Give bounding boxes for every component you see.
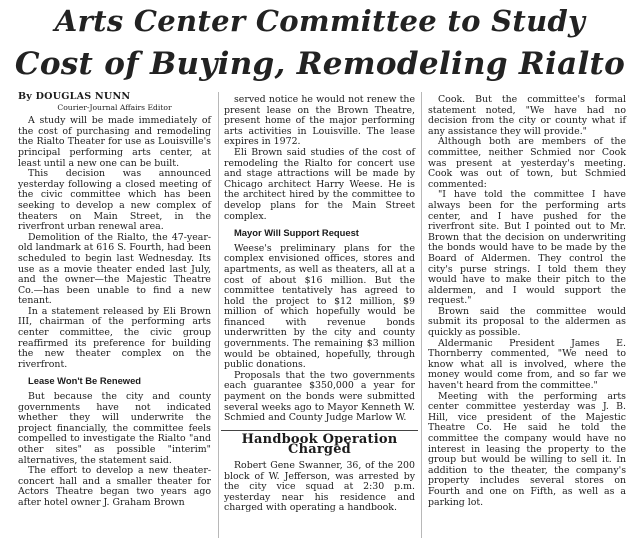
article-column-1 bbox=[18, 92, 211, 509]
paragraph: Eli Brown said studies of the cost of remodeling the Rialto for concert use and stage attractions will be made by Chicago architect Harry Weese. He is the architect hired by the committee to develop plans for the Main Street complex. bbox=[224, 146, 415, 222]
paragraph: "I have told the committee I have always been for the performing arts center, and I have pushed for the riverfront site. But I pointed out to Mr. Brown that the decision on underwriting the bonds would have to be made by the Board of Aldermen. They control the city's purse strings. I told them they would have to make their pitch to the aldermen, and I would support the request." bbox=[428, 189, 626, 307]
brief-text: Robert Gene Swanner, 36, of the 200 block of W. Jefferson, was arrested by the city vice squad at 2:30 p.m. yesterday near his residence and charged with operating a handbook. bbox=[224, 460, 415, 514]
paragraph: served notice he would not renew the present lease on the Brown Theatre, present home of the major performing arts activities in Louisville. The lease expires in 1972. bbox=[224, 94, 415, 148]
byline-name: By DOUGLAS NUNN bbox=[18, 91, 131, 102]
article-column-3 bbox=[428, 95, 626, 508]
paragraph: Meeting with the performing arts center committee yesterday was J. B. Hill, vice president of the Majestic Theatre Co. He said he told the committee the company would have no interest in leasing the property to the group but would be willing to sell it. In addition to the theater, the company's property includes several stores on Fourth and one on Fifth, as well as a parking lot. bbox=[428, 390, 626, 508]
paragraph: Aldermanic President James E. Thornberry commented, "We need to know what all is involved, where the money would come from, and so far we haven't heard from the committee." bbox=[428, 337, 626, 392]
paragraph: A study will be made immediately of the cost of purchasing and remodeling the Rialto Theater for use as Louisville's principal performing arts center, at least until a new one can be built. bbox=[18, 115, 211, 169]
headline-line-2: Cost of Buying, Remodeling Rialto bbox=[14, 46, 626, 82]
paragraph: Although both are members of the committee, neither Schmied nor Cook was present at yesterday's meeting. Cook was out of town, but Schmied commented: bbox=[428, 136, 626, 190]
paragraph: The effort to develop a new theater-concert hall and a smaller theater for Actors Theatre began two years ago after hotel owner J. Graham Brown bbox=[18, 465, 211, 508]
headline-line-1: Arts Center Committee to Study bbox=[54, 4, 586, 38]
subheading-lease: Lease Won't Be Renewed bbox=[28, 375, 142, 387]
byline-title: Courier-Journal Affairs Editor bbox=[57, 102, 172, 112]
subheading-mayor: Mayor Will Support Request bbox=[234, 227, 359, 239]
paragraph: In a statement released by Eli Brown III, chairman of the performing arts center committee, the civic group reaffirmed its preference for building the new theater complex on the riverfront. bbox=[18, 305, 211, 370]
column-rule-2 bbox=[421, 92, 422, 538]
paragraph: This decision was announced yesterday following a closed meeting of the civic committee which has been seeking to develop a new complex of theaters on Main Street, in the riverfront urban renewal area. bbox=[18, 168, 211, 233]
brief-headline: Handbook Operation Charged bbox=[221, 430, 418, 456]
paragraph: Brown said the committee would submit its proposal to the aldermen as quickly as possible. bbox=[428, 305, 626, 339]
paragraph: But because the city and county governments have not indicated whether they will underwrite the project financially, the committee feels compelled to investigate the Rialto "and other sites" as possible "interim" alternatives, the statement said. bbox=[18, 391, 211, 466]
article-column-2 bbox=[224, 95, 415, 514]
paragraph: Weese's preliminary plans for the complex envisioned offices, stores and apartments, as well as theaters, all at a cost of about $16 million. But the committee tentatively has agreed to hold the project to $12 million, $9 million of which hopefully would be financed with revenue bonds underwritten by the city and county governments. The remaining $3 million would be obtained, hopefully, through public donations. bbox=[224, 242, 415, 371]
column-rule-1 bbox=[218, 92, 219, 538]
paragraph: Proposals that the two governments each guarantee $350,000 a year for payment on the bonds were submitted several weeks ago to Mayor Kenneth W. Schmied and County Judge Marlow W. bbox=[224, 369, 415, 424]
paragraph: Demolition of the Rialto, the 47-year-old landmark at 616 S. Fourth, had been scheduled to begin last Wednesday. Its use as a movie theater ended last July, and the owner—the Majestic Theatre Co.—has been unable to find a new tenant. bbox=[18, 231, 211, 307]
paragraph: Cook. But the committee's formal statement noted, "We have had no decision from the city or county what if any assistance they will provide." bbox=[428, 94, 626, 137]
